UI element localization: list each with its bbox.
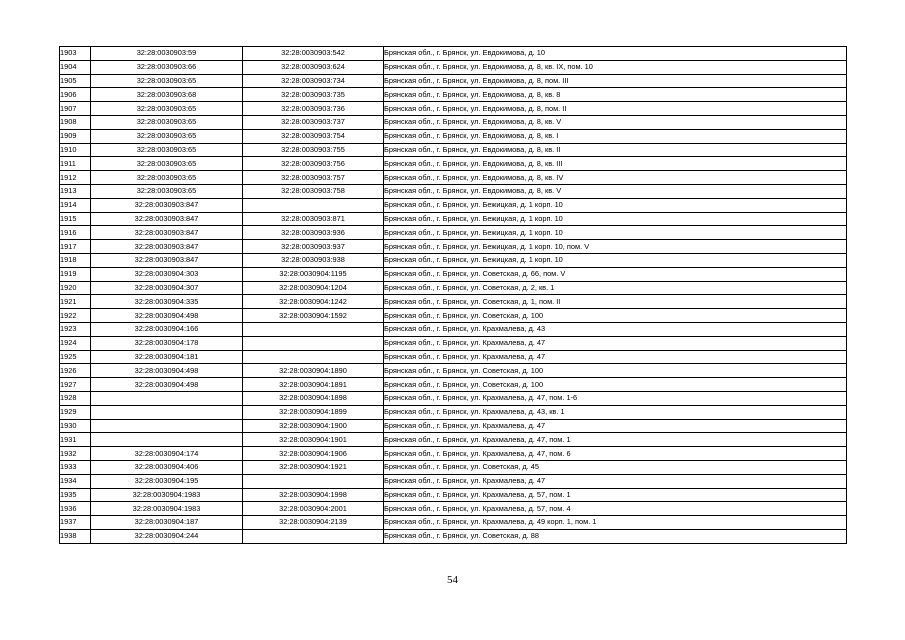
row-number-cell: 1934 [60,474,91,488]
cadastral-number-cell: 32:28:0030904:498 [91,378,243,392]
premises-cadastral-number-cell: 32:28:0030904:1195 [243,267,384,281]
row-number-cell: 1925 [60,350,91,364]
cadastral-number-cell: 32:28:0030904:406 [91,460,243,474]
premises-cadastral-number-cell: 32:28:0030904:1592 [243,309,384,323]
cadastral-number-cell: 32:28:0030904:181 [91,350,243,364]
premises-cadastral-number-cell [243,474,384,488]
row-number-cell: 1915 [60,212,91,226]
address-cell: Брянская обл., г. Брянск, ул. Бежицкая, д. 1 корп. 10 [384,212,847,226]
address-cell: Брянская обл., г. Брянск, ул. Советская, д. 100 [384,378,847,392]
table-row [60,405,847,419]
row-number-cell: 1913 [60,184,91,198]
address-cell: Брянская обл., г. Брянск, ул. Евдокимова, д. 8, кв. 8 [384,88,847,102]
cadastral-number-cell: 32:28:0030903:65 [91,171,243,185]
row-number-cell: 1910 [60,143,91,157]
table-row [60,115,847,129]
cadastral-number-cell: 32:28:0030903:847 [91,240,243,254]
table-row [60,171,847,185]
premises-cadastral-number-cell: 32:28:0030904:1900 [243,419,384,433]
premises-cadastral-number-cell: 32:28:0030903:736 [243,102,384,116]
cadastral-number-cell [91,419,243,433]
row-number-cell: 1928 [60,391,91,405]
row-number-cell: 1922 [60,309,91,323]
row-number-cell: 1918 [60,253,91,267]
cadastral-number-cell: 32:28:0030903:68 [91,88,243,102]
table-row [60,88,847,102]
table-row [60,419,847,433]
table-row [60,157,847,171]
cadastral-number-cell: 32:28:0030903:847 [91,226,243,240]
cadastral-number-cell: 32:28:0030904:303 [91,267,243,281]
cadastral-number-cell: 32:28:0030904:166 [91,322,243,336]
row-number-cell: 1911 [60,157,91,171]
table-row [60,516,847,530]
address-cell: Брянская обл., г. Брянск, ул. Бежицкая, д. 1 корп. 10 [384,253,847,267]
premises-cadastral-number-cell: 32:28:0030903:734 [243,74,384,88]
premises-cadastral-number-cell: 32:28:0030904:1998 [243,488,384,502]
row-number-cell: 1904 [60,60,91,74]
premises-cadastral-number-cell: 32:28:0030903:757 [243,171,384,185]
premises-cadastral-number-cell: 32:28:0030903:754 [243,129,384,143]
table-row [60,198,847,212]
cadastral-number-cell: 32:28:0030904:1983 [91,502,243,516]
address-cell: Брянская обл., г. Брянск, ул. Бежицкая, д. 1 корп. 10, пом. V [384,240,847,254]
table-row [60,74,847,88]
cadastral-number-cell: 32:28:0030904:178 [91,336,243,350]
row-number-cell: 1933 [60,460,91,474]
table-row [60,102,847,116]
premises-cadastral-number-cell: 32:28:0030904:1204 [243,281,384,295]
row-number-cell: 1926 [60,364,91,378]
premises-cadastral-number-cell: 32:28:0030903:756 [243,157,384,171]
page-number: 54 [447,574,458,586]
address-cell: Брянская обл., г. Брянск, ул. Евдокимова, д. 8, кв. I [384,129,847,143]
row-number-cell: 1907 [60,102,91,116]
premises-cadastral-number-cell: 32:28:0030903:735 [243,88,384,102]
address-cell: Брянская обл., г. Брянск, ул. Крахмалева, д. 47, пом. 1-6 [384,391,847,405]
table-row [60,129,847,143]
address-cell: Брянская обл., г. Брянск, ул. Крахмалева, д. 47 [384,474,847,488]
cadastral-number-cell [91,433,243,447]
cadastral-number-cell: 32:28:0030904:335 [91,295,243,309]
table-row [60,267,847,281]
address-cell: Брянская обл., г. Брянск, ул. Бежицкая, д. 1 корп. 10 [384,198,847,212]
row-number-cell: 1937 [60,516,91,530]
row-number-cell: 1932 [60,447,91,461]
table-row [60,502,847,516]
premises-cadastral-number-cell: 32:28:0030903:737 [243,115,384,129]
cadastral-number-cell: 32:28:0030904:498 [91,364,243,378]
table-row [60,184,847,198]
cadastral-number-cell: 32:28:0030904:498 [91,309,243,323]
premises-cadastral-number-cell: 32:28:0030903:624 [243,60,384,74]
premises-cadastral-number-cell [243,322,384,336]
premises-cadastral-number-cell: 32:28:0030904:1906 [243,447,384,461]
premises-cadastral-number-cell: 32:28:0030904:1898 [243,391,384,405]
premises-cadastral-number-cell: 32:28:0030903:937 [243,240,384,254]
row-number-cell: 1917 [60,240,91,254]
address-cell: Брянская обл., г. Брянск, ул. Евдокимова, д. 8, кв. IX, пом. 10 [384,60,847,74]
address-cell: Брянская обл., г. Брянск, ул. Крахмалева, д. 43, кв. 1 [384,405,847,419]
address-cell: Брянская обл., г. Брянск, ул. Советская, д. 88 [384,529,847,543]
table-row [60,226,847,240]
cadastral-number-cell: 32:28:0030904:244 [91,529,243,543]
row-number-cell: 1920 [60,281,91,295]
cadastral-number-cell: 32:28:0030903:59 [91,47,243,61]
table-row [60,447,847,461]
row-number-cell: 1938 [60,529,91,543]
table-row [60,529,847,543]
row-number-cell: 1936 [60,502,91,516]
address-cell: Брянская обл., г. Брянск, ул. Крахмалева, д. 49 корп. 1, пом. 1 [384,516,847,530]
row-number-cell: 1909 [60,129,91,143]
address-cell: Брянская обл., г. Брянск, ул. Евдокимова, д. 8, кв. V [384,115,847,129]
row-number-cell: 1903 [60,47,91,61]
premises-cadastral-number-cell: 32:28:0030903:938 [243,253,384,267]
address-cell: Брянская обл., г. Брянск, ул. Крахмалева, д. 47 [384,350,847,364]
table-row [60,364,847,378]
table-row [60,460,847,474]
address-cell: Брянская обл., г. Брянск, ул. Советская, д. 45 [384,460,847,474]
premises-cadastral-number-cell: 32:28:0030903:758 [243,184,384,198]
premises-cadastral-number-cell [243,350,384,364]
address-cell: Брянская обл., г. Брянск, ул. Евдокимова, д. 8, пом. II [384,102,847,116]
address-cell: Брянская обл., г. Брянск, ул. Крахмалева, д. 43 [384,322,847,336]
table-row [60,350,847,364]
cadastral-number-cell: 32:28:0030904:195 [91,474,243,488]
cadastral-number-cell: 32:28:0030903:847 [91,198,243,212]
premises-cadastral-number-cell [243,336,384,350]
registry-table [59,46,847,544]
address-cell: Брянская обл., г. Брянск, ул. Крахмалева, д. 47, пом. 1 [384,433,847,447]
table-row [60,378,847,392]
cadastral-number-cell: 32:28:0030904:1983 [91,488,243,502]
address-cell: Брянская обл., г. Брянск, ул. Крахмалева, д. 47, пом. 6 [384,447,847,461]
address-cell: Брянская обл., г. Брянск, ул. Крахмалева, д. 47 [384,419,847,433]
address-cell: Брянская обл., г. Брянск, ул. Крахмалева, д. 57, пом. 4 [384,502,847,516]
row-number-cell: 1916 [60,226,91,240]
address-cell: Брянская обл., г. Брянск, ул. Советская, д. 100 [384,364,847,378]
row-number-cell: 1921 [60,295,91,309]
cadastral-number-cell: 32:28:0030904:174 [91,447,243,461]
premises-cadastral-number-cell: 32:28:0030903:542 [243,47,384,61]
table-row [60,433,847,447]
cadastral-number-cell: 32:28:0030903:65 [91,129,243,143]
address-cell: Брянская обл., г. Брянск, ул. Бежицкая, д. 1 корп. 10 [384,226,847,240]
premises-cadastral-number-cell: 32:28:0030903:755 [243,143,384,157]
cadastral-number-cell: 32:28:0030903:65 [91,184,243,198]
table-row [60,281,847,295]
address-cell: Брянская обл., г. Брянск, ул. Евдокимова, д. 8, кв. II [384,143,847,157]
cadastral-number-cell: 32:28:0030903:847 [91,212,243,226]
address-cell: Брянская обл., г. Брянск, ул. Евдокимова, д. 8, пом. III [384,74,847,88]
row-number-cell: 1914 [60,198,91,212]
row-number-cell: 1912 [60,171,91,185]
premises-cadastral-number-cell: 32:28:0030904:2001 [243,502,384,516]
premises-cadastral-number-cell [243,529,384,543]
premises-cadastral-number-cell: 32:28:0030904:2139 [243,516,384,530]
address-cell: Брянская обл., г. Брянск, ул. Советская, д. 2, кв. 1 [384,281,847,295]
table-row [60,336,847,350]
table-row [60,253,847,267]
row-number-cell: 1923 [60,322,91,336]
address-cell: Брянская обл., г. Брянск, ул. Евдокимова, д. 8, кв. III [384,157,847,171]
premises-cadastral-number-cell: 32:28:0030904:1891 [243,378,384,392]
registry-table-body [60,47,847,544]
cadastral-number-cell: 32:28:0030903:65 [91,102,243,116]
premises-cadastral-number-cell: 32:28:0030904:1921 [243,460,384,474]
table-row [60,295,847,309]
cadastral-number-cell: 32:28:0030903:66 [91,60,243,74]
row-number-cell: 1908 [60,115,91,129]
address-cell: Брянская обл., г. Брянск, ул. Крахмалева, д. 57, пом. 1 [384,488,847,502]
premises-cadastral-number-cell: 32:28:0030904:1899 [243,405,384,419]
premises-cadastral-number-cell: 32:28:0030903:871 [243,212,384,226]
address-cell: Брянская обл., г. Брянск, ул. Евдокимова, д. 10 [384,47,847,61]
address-cell: Брянская обл., г. Брянск, ул. Крахмалева, д. 47 [384,336,847,350]
table-row [60,391,847,405]
row-number-cell: 1919 [60,267,91,281]
cadastral-number-cell: 32:28:0030903:847 [91,253,243,267]
premises-cadastral-number-cell: 32:28:0030904:1890 [243,364,384,378]
table-row [60,488,847,502]
table-row [60,474,847,488]
cadastral-number-cell: 32:28:0030904:187 [91,516,243,530]
row-number-cell: 1931 [60,433,91,447]
table-row [60,322,847,336]
premises-cadastral-number-cell: 32:28:0030904:1242 [243,295,384,309]
premises-cadastral-number-cell [243,198,384,212]
table-row [60,309,847,323]
row-number-cell: 1935 [60,488,91,502]
row-number-cell: 1930 [60,419,91,433]
address-cell: Брянская обл., г. Брянск, ул. Евдокимова, д. 8, кв. V [384,184,847,198]
row-number-cell: 1906 [60,88,91,102]
row-number-cell: 1929 [60,405,91,419]
cadastral-number-cell [91,405,243,419]
premises-cadastral-number-cell: 32:28:0030903:936 [243,226,384,240]
address-cell: Брянская обл., г. Брянск, ул. Евдокимова, д. 8, кв. IV [384,171,847,185]
row-number-cell: 1905 [60,74,91,88]
table-row [60,212,847,226]
table-row [60,60,847,74]
address-cell: Брянская обл., г. Брянск, ул. Советская, д. 1, пом. II [384,295,847,309]
premises-cadastral-number-cell: 32:28:0030904:1901 [243,433,384,447]
table-row [60,47,847,61]
cadastral-number-cell: 32:28:0030903:65 [91,157,243,171]
cadastral-number-cell: 32:28:0030904:307 [91,281,243,295]
row-number-cell: 1927 [60,378,91,392]
cadastral-number-cell [91,391,243,405]
cadastral-number-cell: 32:28:0030903:65 [91,143,243,157]
cadastral-number-cell: 32:28:0030903:65 [91,115,243,129]
row-number-cell: 1924 [60,336,91,350]
cadastral-number-cell: 32:28:0030903:65 [91,74,243,88]
address-cell: Брянская обл., г. Брянск, ул. Советская, д. 100 [384,309,847,323]
table-row [60,240,847,254]
address-cell: Брянская обл., г. Брянск, ул. Советская, д. 66, пом. V [384,267,847,281]
table-row [60,143,847,157]
